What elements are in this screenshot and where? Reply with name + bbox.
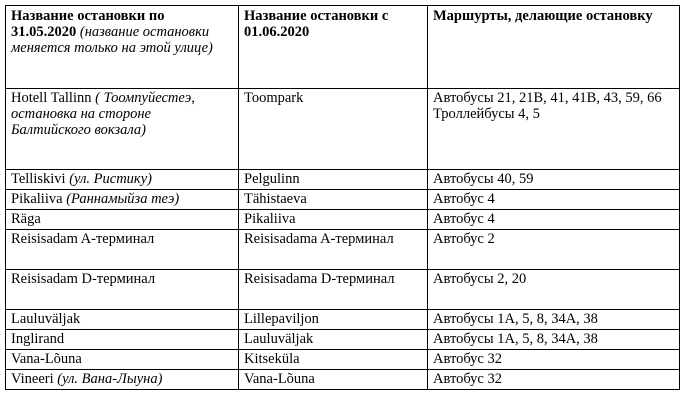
table-row: [6, 310, 680, 330]
table-row: [6, 190, 680, 210]
old-stop-name-cell: [6, 89, 239, 170]
header-routes: Маршурты, делающие остановку: [428, 6, 680, 89]
old-stop-name-cell: [6, 190, 239, 210]
new-stop-name: Pelgulinn: [239, 170, 428, 190]
routes-cell: [428, 89, 680, 170]
old-stop-name: Inglirand: [6, 330, 239, 350]
header-old-name-title: Название остановки по 31.05.2020: [11, 8, 165, 40]
old-stop-name-cell: [6, 170, 239, 190]
routes-cell: Автобусы 40, 59: [428, 170, 680, 190]
table-row: [6, 89, 680, 170]
new-stop-name: Kitseküla: [239, 350, 428, 370]
table-row: [6, 330, 680, 350]
table-row: [6, 170, 680, 190]
routes-cell: Автобус 4: [428, 190, 680, 210]
routes-cell: Автобусы 2, 20: [428, 270, 680, 310]
table-header-row: [6, 6, 680, 89]
table-row: [6, 230, 680, 270]
new-stop-name: Reisisadama D-терминал: [239, 270, 428, 310]
routes-buses: Автобусы 21, 21B, 41, 41B, 43, 59, 66: [433, 90, 662, 106]
new-stop-name: Tähistaeva: [239, 190, 428, 210]
table-row: [6, 350, 680, 370]
stops-table: [5, 5, 680, 390]
table-row: [6, 210, 680, 230]
new-stop-name: Pikaliiva: [239, 210, 428, 230]
routes-cell: Автобус 32: [428, 350, 680, 370]
old-stop-name-cell: [6, 370, 239, 390]
header-new-name: Название остановки с 01.06.2020: [239, 6, 428, 89]
new-stop-name: Reisisadama A-терминал: [239, 230, 428, 270]
routes-cell: Автобусы 1A, 5, 8, 34A, 38: [428, 330, 680, 350]
old-stop-note: ( Тоомпуйестеэ, остановка на стороне Балтийского вокзала): [11, 90, 195, 138]
routes-cell: Автобус 4: [428, 210, 680, 230]
old-stop-name: Vana-Lõuna: [6, 350, 239, 370]
new-stop-name: Lillepaviljon: [239, 310, 428, 330]
new-stop-name: Vana-Lõuna: [239, 370, 428, 390]
old-stop-name: Telliskivi: [11, 171, 66, 187]
old-stop-note: (Раннамыйза теэ): [66, 191, 180, 207]
header-old-name-note: (название остановки меняется только на этой улице): [11, 24, 213, 56]
old-stop-name: Reisisadam A-терминал: [6, 230, 239, 270]
new-stop-name: Toompark: [239, 89, 428, 170]
old-stop-name: Vineeri: [11, 371, 54, 387]
header-old-name: [6, 6, 239, 89]
routes-cell: Автобус 32: [428, 370, 680, 390]
old-stop-name: Hotell Tallinn: [11, 90, 92, 106]
routes-trolleybuses: Троллейбусы 4, 5: [433, 106, 540, 122]
routes-cell: Автобусы 1A, 5, 8, 34A, 38: [428, 310, 680, 330]
old-stop-name: Pikaliiva: [11, 191, 63, 207]
old-stop-name: Lauluväljak: [6, 310, 239, 330]
old-stop-note: (ул. Ристику): [69, 171, 152, 187]
table-row: [6, 370, 680, 390]
old-stop-name: Reisisadam D-терминал: [6, 270, 239, 310]
old-stop-note: (ул. Вана-Лыуна): [57, 371, 163, 387]
new-stop-name: Lauluväljak: [239, 330, 428, 350]
routes-cell: Автобус 2: [428, 230, 680, 270]
old-stop-name: Räga: [6, 210, 239, 230]
table-row: [6, 270, 680, 310]
